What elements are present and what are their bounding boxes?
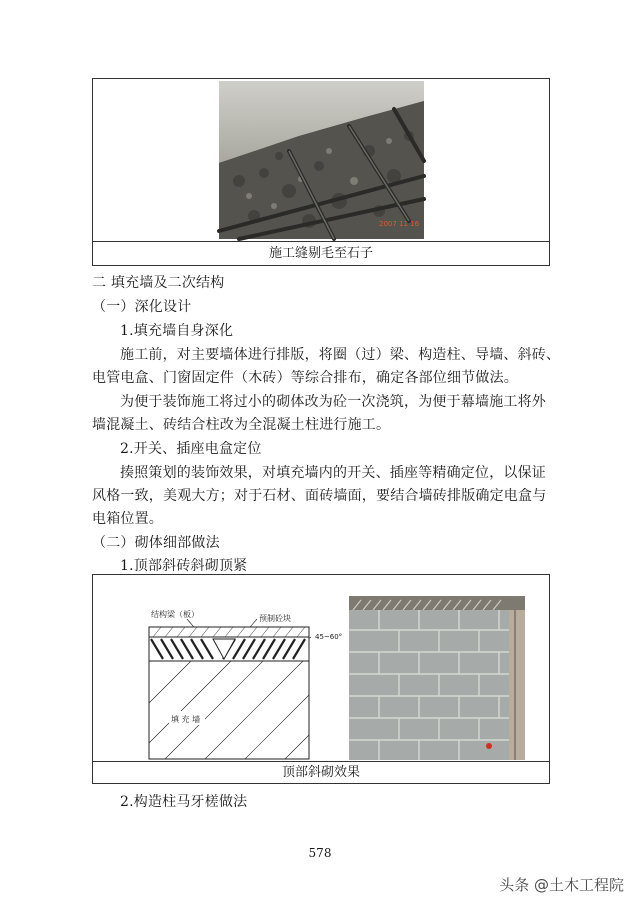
figure-2-box [92, 574, 550, 784]
angle-label: 45~60° [315, 633, 343, 641]
item-2-title: 2.开关、插座电盒定位 [120, 441, 262, 457]
paragraph-3-line-2: 风格一致，美观大方；对于石材、面砖墙面，要结合墙砖排版确定电盒与 [92, 488, 547, 504]
item-1-title: 1.填充墙自身深化 [120, 323, 234, 339]
infill-wall-label: 填 充 墙 [171, 715, 201, 724]
item-4-title: 2.构造柱马牙槎做法 [120, 794, 248, 810]
photo-date-stamp: 2007 11 16 [379, 220, 420, 228]
paragraph-1-line-1: 施工前，对主要墙体进行排版，将圈（过）梁、构造柱、导墙、斜砖、 [120, 347, 561, 363]
subsection-masonry-details: （二）砌体细部做法 [92, 535, 220, 551]
construction-joint-photo [219, 81, 424, 239]
precast-block-label: 预制砼块 [259, 614, 291, 623]
figure-1-caption: 施工缝剔毛至石子 [93, 241, 549, 266]
figure-2-caption: 顶部斜砌效果 [93, 761, 549, 784]
paragraph-1-line-2: 电管电盒、门窗固定件（木砖）等综合排布，确定各部位细节做法。 [92, 370, 518, 386]
subsection-deep-design: （一）深化设计 [92, 299, 192, 315]
top-slant-brick-photo [349, 596, 525, 760]
paragraph-2-line-1: 为便于装饰施工将过小的砌体改为砼一次浇筑，为便于幕墙施工将外 [120, 394, 546, 410]
paragraph-3-line-3: 电箱位置。 [92, 511, 163, 527]
figure-1-box [92, 78, 550, 266]
paragraph-2-line-2: 墙混凝土、砖结合柱改为全混凝土柱进行施工。 [92, 417, 391, 433]
paragraph-3-line-1: 揍照策划的装饰效果，对填充墙内的开关、插座等精确定位，以保证 [120, 465, 546, 481]
page-number: 578 [308, 846, 332, 860]
beam-label: 结构梁（板） [151, 610, 199, 619]
item-3-title: 1.顶部斜砖斜砌顶紧 [120, 558, 248, 574]
watermark: 头条 @土木工程院 [499, 876, 624, 894]
top-slant-brick-diagram [139, 593, 343, 761]
section-heading: 二 填充墙及二次结构 [92, 275, 225, 291]
